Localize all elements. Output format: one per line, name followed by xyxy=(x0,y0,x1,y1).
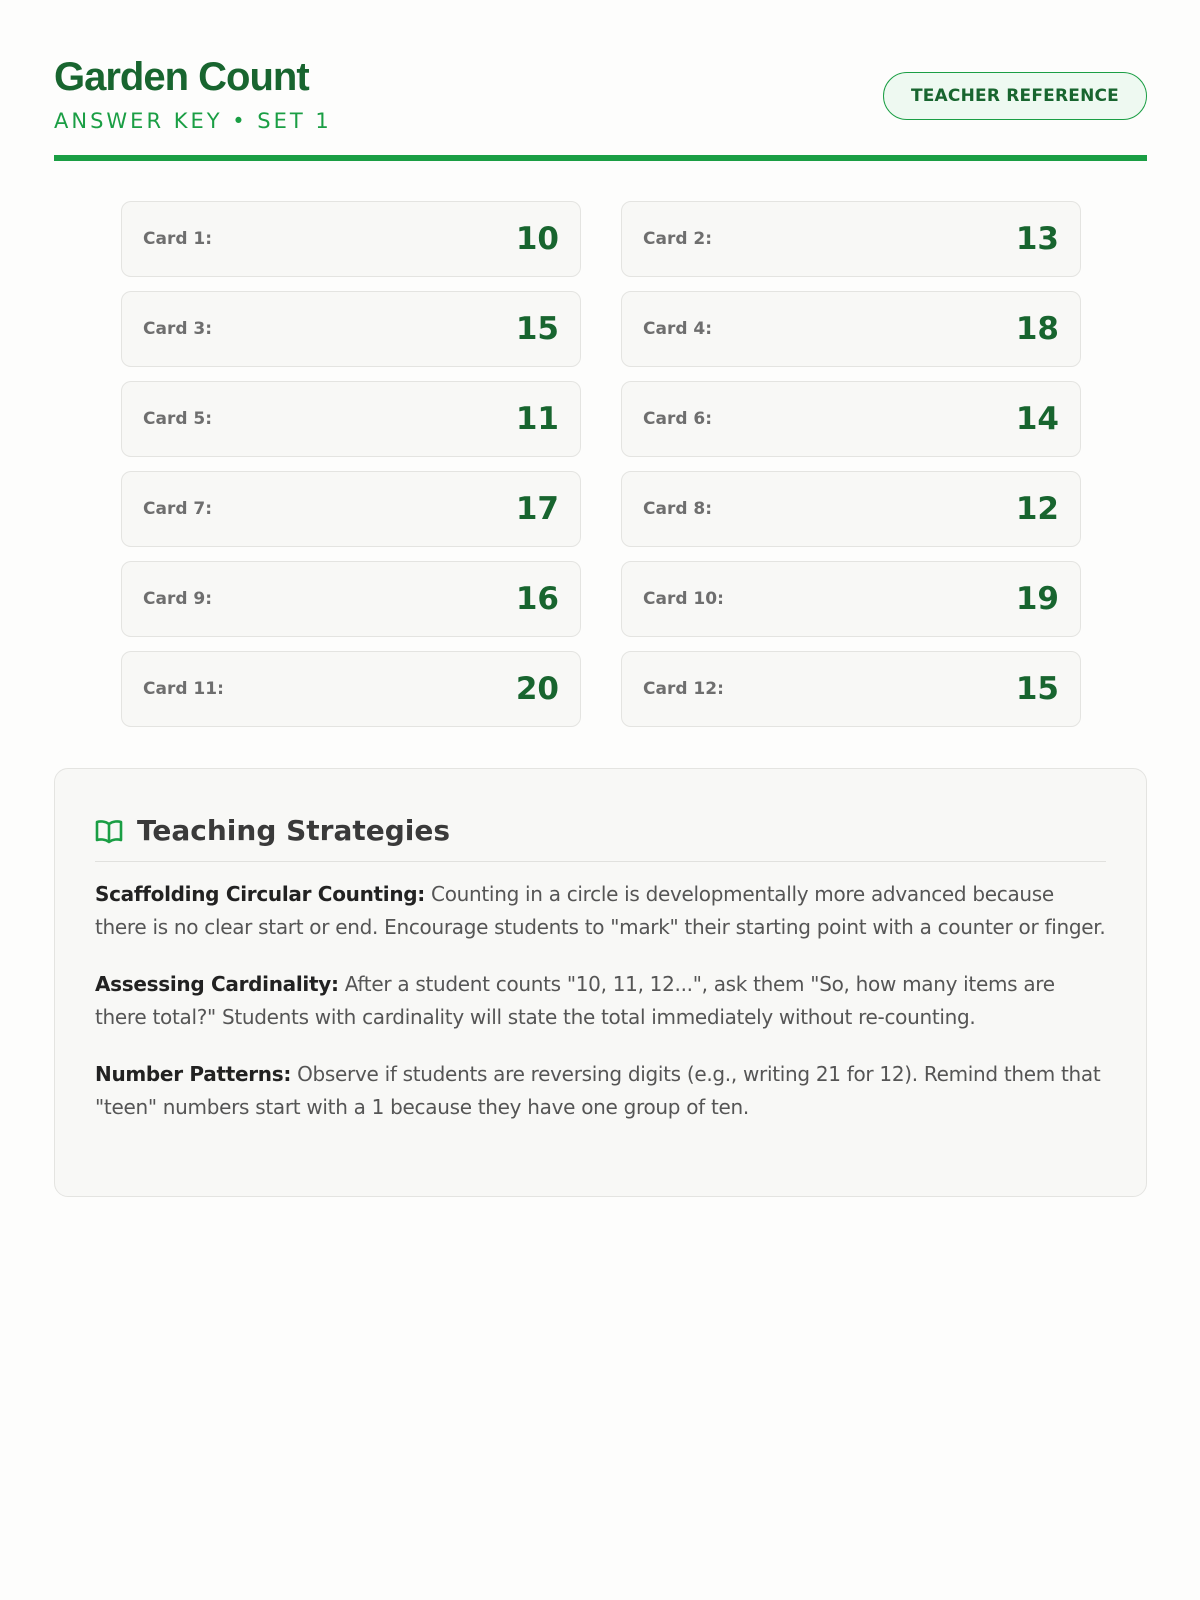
page-subtitle: ANSWER KEY • SET 1 xyxy=(54,109,332,133)
card-label: Card 1: xyxy=(143,229,213,249)
card-label: Card 4: xyxy=(643,319,713,339)
teacher-reference-badge: TEACHER REFERENCE xyxy=(883,72,1147,120)
card-answer: 15 xyxy=(1015,671,1059,707)
answer-card xyxy=(621,201,1081,277)
card-answer: 18 xyxy=(1015,311,1059,347)
card-answer: 17 xyxy=(515,491,559,527)
answer-card xyxy=(621,651,1081,727)
answer-key-page xyxy=(54,0,1147,1119)
teaching-strategies-panel xyxy=(54,768,1147,1197)
strategy-heading: Number Patterns: xyxy=(95,1062,292,1086)
card-answer: 15 xyxy=(515,311,559,347)
card-answer: 13 xyxy=(1015,221,1059,257)
answer-card xyxy=(121,651,581,727)
answer-card xyxy=(121,291,581,367)
strategies-title: Teaching Strategies xyxy=(137,814,451,847)
book-open-icon xyxy=(95,819,123,845)
card-label: Card 9: xyxy=(143,589,213,609)
answer-card xyxy=(121,381,581,457)
answer-card xyxy=(621,561,1081,637)
card-answer: 20 xyxy=(515,671,559,707)
card-label: Card 6: xyxy=(643,409,713,429)
card-label: Card 7: xyxy=(143,499,213,519)
card-label: Card 3: xyxy=(143,319,213,339)
strategies-list xyxy=(95,878,1106,1124)
strategy-heading: Scaffolding Circular Counting: xyxy=(95,882,425,906)
answer-card xyxy=(621,381,1081,457)
page-title: Garden Count xyxy=(54,55,309,99)
card-answer: 12 xyxy=(1015,491,1059,527)
answer-card xyxy=(121,201,581,277)
card-label: Card 5: xyxy=(143,409,213,429)
answer-card xyxy=(621,471,1081,547)
strategy-text: Counting in a circle is developmentally more advanced because there is no clear start or end. Encourage students to "mark" their starting point with a counter or finger. xyxy=(95,882,1106,939)
card-answer: 16 xyxy=(515,581,559,617)
card-label: Card 8: xyxy=(643,499,713,519)
strategies-header xyxy=(95,814,1106,862)
strategy-heading: Assessing Cardinality: xyxy=(95,972,339,996)
answer-card xyxy=(621,291,1081,367)
card-label: Card 12: xyxy=(643,679,724,699)
page-header xyxy=(54,0,1147,161)
card-answer: 19 xyxy=(1015,581,1059,617)
strategy-item xyxy=(95,968,1106,1034)
card-answer: 14 xyxy=(1015,401,1059,437)
answer-card xyxy=(121,561,581,637)
card-label: Card 11: xyxy=(143,679,224,699)
strategy-text: After a student counts "10, 11, 12...", ask them "So, how many items are there total?" Students with cardinality will state the total immediately without re-counting. xyxy=(95,972,1055,1029)
card-answer: 10 xyxy=(515,221,559,257)
strategy-item xyxy=(95,878,1106,944)
strategy-text: Observe if students are reversing digits (e.g., writing 21 for 12). Remind them that "teen" numbers start with a 1 because they have one group of ten. xyxy=(95,1062,1101,1119)
card-answer: 11 xyxy=(515,401,559,437)
answer-card-grid xyxy=(121,201,1081,727)
card-label: Card 10: xyxy=(643,589,724,609)
answer-card xyxy=(121,471,581,547)
strategy-item xyxy=(95,1058,1106,1124)
card-label: Card 2: xyxy=(643,229,713,249)
